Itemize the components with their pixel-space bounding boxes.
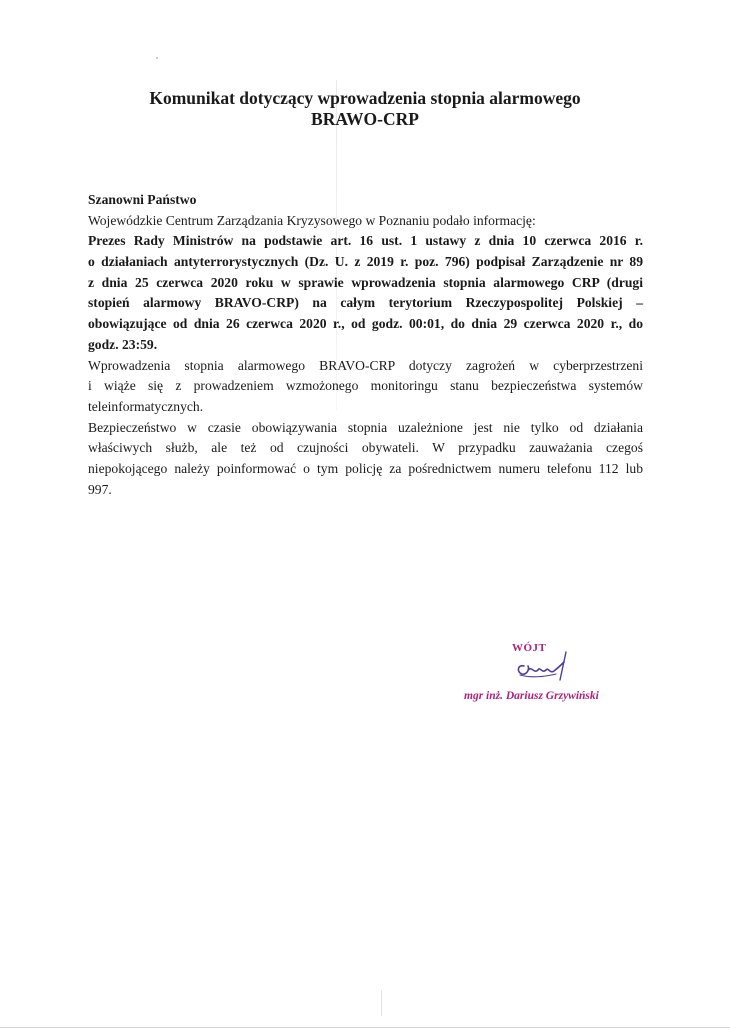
page-bottom-edge — [0, 1027, 730, 1028]
document-title — [60, 88, 670, 130]
paragraph-line: 997. — [88, 481, 112, 497]
paragraph-line: Wprowadzenia stopnia alarmowego BRAVO-CRP dotyczy zagrożeń w cyberprzestrzeni — [88, 357, 643, 373]
signature-block — [464, 638, 654, 718]
stamp-name: mgr inż. Dariusz Grzywiński — [464, 690, 599, 702]
document-body — [88, 190, 643, 500]
title-line-1: Komunikat dotyczący wprowadzenia stopnia alarmowego — [149, 88, 581, 108]
paragraph-line: niepokojącego należy poinformować o tym policję za pośrednictwem numeru telefonu 112 lub — [88, 460, 643, 476]
paragraph-line: Prezes Rady Ministrów na podstawie art. 16 ust. 1 ustawy z dnia 10 czerwca 2016 r. — [88, 233, 643, 249]
title-line-2: BRAWO-CRP — [311, 109, 419, 129]
paragraph-line: o działaniach antyterrorystycznych (Dz. U. z 2019 r. poz. 796) podpisał Zarządzenie nr 89 — [88, 254, 643, 270]
salutation: Szanowni Państwo — [88, 192, 197, 207]
intro-line: Wojewódzkie Centrum Zarządzania Kryzysowego w Poznaniu podało informację: — [88, 212, 536, 228]
paragraph-announcement — [88, 231, 643, 355]
paragraph-cyber — [88, 356, 643, 418]
paragraph-safety — [88, 418, 643, 501]
handwritten-signature — [504, 644, 584, 686]
stamp-title: WÓJT — [512, 642, 547, 654]
paragraph-line: obowiązujące od dnia 26 czerwca 2020 r., od godz. 00:01, do dnia 29 czerwca 2020 r., do — [88, 316, 643, 332]
scan-speck — [156, 57, 158, 59]
paragraph-line: teleinformatycznych. — [88, 398, 204, 414]
paragraph-line: stopień alarmowy BRAVO-CRP) na całym terytorium Rzeczypospolitej Polskiej – — [88, 295, 643, 311]
paragraph-line: z dnia 25 czerwca 2020 roku w sprawie wprowadzenia stopnia alarmowego CRP (drugi — [88, 274, 643, 290]
paragraph-line: godz. 23:59. — [88, 336, 158, 352]
paragraph-line: i wiąże się z prowadzeniem wzmożonego monitoringu stanu bezpieczeństwa systemów — [88, 378, 643, 394]
paragraph-line: Bezpieczeństwo w czasie obowiązywania stopnia uzależnione jest nie tylko od działania — [88, 419, 643, 435]
paper-fold-line-bottom — [381, 990, 382, 1016]
paragraph-line: właściwych służb, ale też od czujności obywateli. W przypadku zauważania czegoś — [88, 440, 643, 456]
